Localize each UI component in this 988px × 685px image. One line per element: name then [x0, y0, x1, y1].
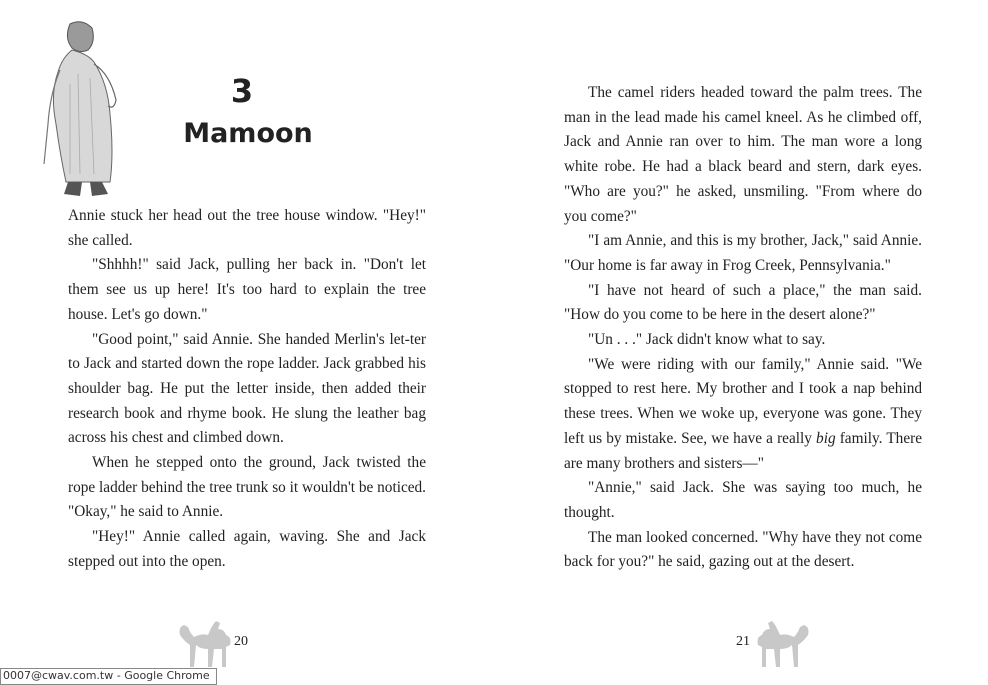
paragraph: "Hey!" Annie called again, waving. She and Jack stepped out into the open.	[68, 528, 426, 570]
paragraph: "Good point," said Annie. She handed Merlin's let-ter to Jack and started down the rope ladder. Jack grabbed his shoulder bag. He put the letter inside, then added their research book and rhyme book. He slung the leather bag across his chest and climbed down.	[68, 330, 426, 447]
paragraph: When he stepped onto the ground, Jack twisted the rope ladder behind the tree trunk so it wouldn't be noticed. "Okay," he said to Annie.	[68, 454, 426, 521]
emphasis-word: big	[816, 429, 836, 447]
paragraph: "Annie," said Jack. She was saying too much, he thought.	[564, 479, 922, 521]
paragraph-text: "We were riding with our family," Annie said. "We stopped to rest here. My brother and I took a nap behind these trees. When we woke up, everyone was gone. They left us by mistake. See, we have a really	[564, 355, 922, 447]
paragraph: Annie stuck her head out the tree house window. "Hey!" she called.	[68, 207, 426, 249]
left-page	[0, 0, 494, 683]
paragraph	[564, 353, 922, 477]
paragraph: "Un . . ." Jack didn't know what to say.	[588, 331, 826, 349]
paragraph: The camel riders headed toward the palm trees. The man in the lead made his camel kneel. As he climbed off, Jack and Annie ran over to him. The man wore a long white robe. He had a black beard and stern, dark eyes. "Who are you?" he asked, unsmiling. "From where do you come?"	[564, 84, 922, 225]
page-number: 21	[736, 634, 750, 649]
left-page-body	[68, 204, 426, 575]
right-page	[494, 0, 988, 683]
page-number: 20	[234, 634, 248, 649]
right-page-body	[564, 81, 922, 575]
camel-rider-silhouette-icon	[172, 615, 242, 671]
chapter-title: Mamoon	[183, 118, 313, 149]
paragraph: "I have not heard of such a place," the man said. "How do you come to be here in the desert alone?"	[564, 281, 922, 324]
camel-rider-silhouette-icon	[746, 615, 816, 671]
paragraph: "Shhhh!" said Jack, pulling her back in. "Don't let them see us up here! It's too hard to explain the tree house. Let's go down."	[68, 256, 426, 323]
robed-man-illustration	[30, 14, 120, 204]
paragraph-text: family. There are many brothers and sisters—"	[564, 429, 922, 472]
paragraph: "I am Annie, and this is my brother, Jack," said Annie. "Our home is far away in Frog Creek, Pennsylvania."	[564, 232, 922, 274]
browser-tooltip: 0007@cwav.com.tw - Google Chrome	[0, 668, 217, 685]
paragraph: The man looked concerned. "Why have they not come back for you?" he said, gazing out at the desert.	[564, 528, 922, 571]
chapter-number: 3	[230, 72, 254, 110]
